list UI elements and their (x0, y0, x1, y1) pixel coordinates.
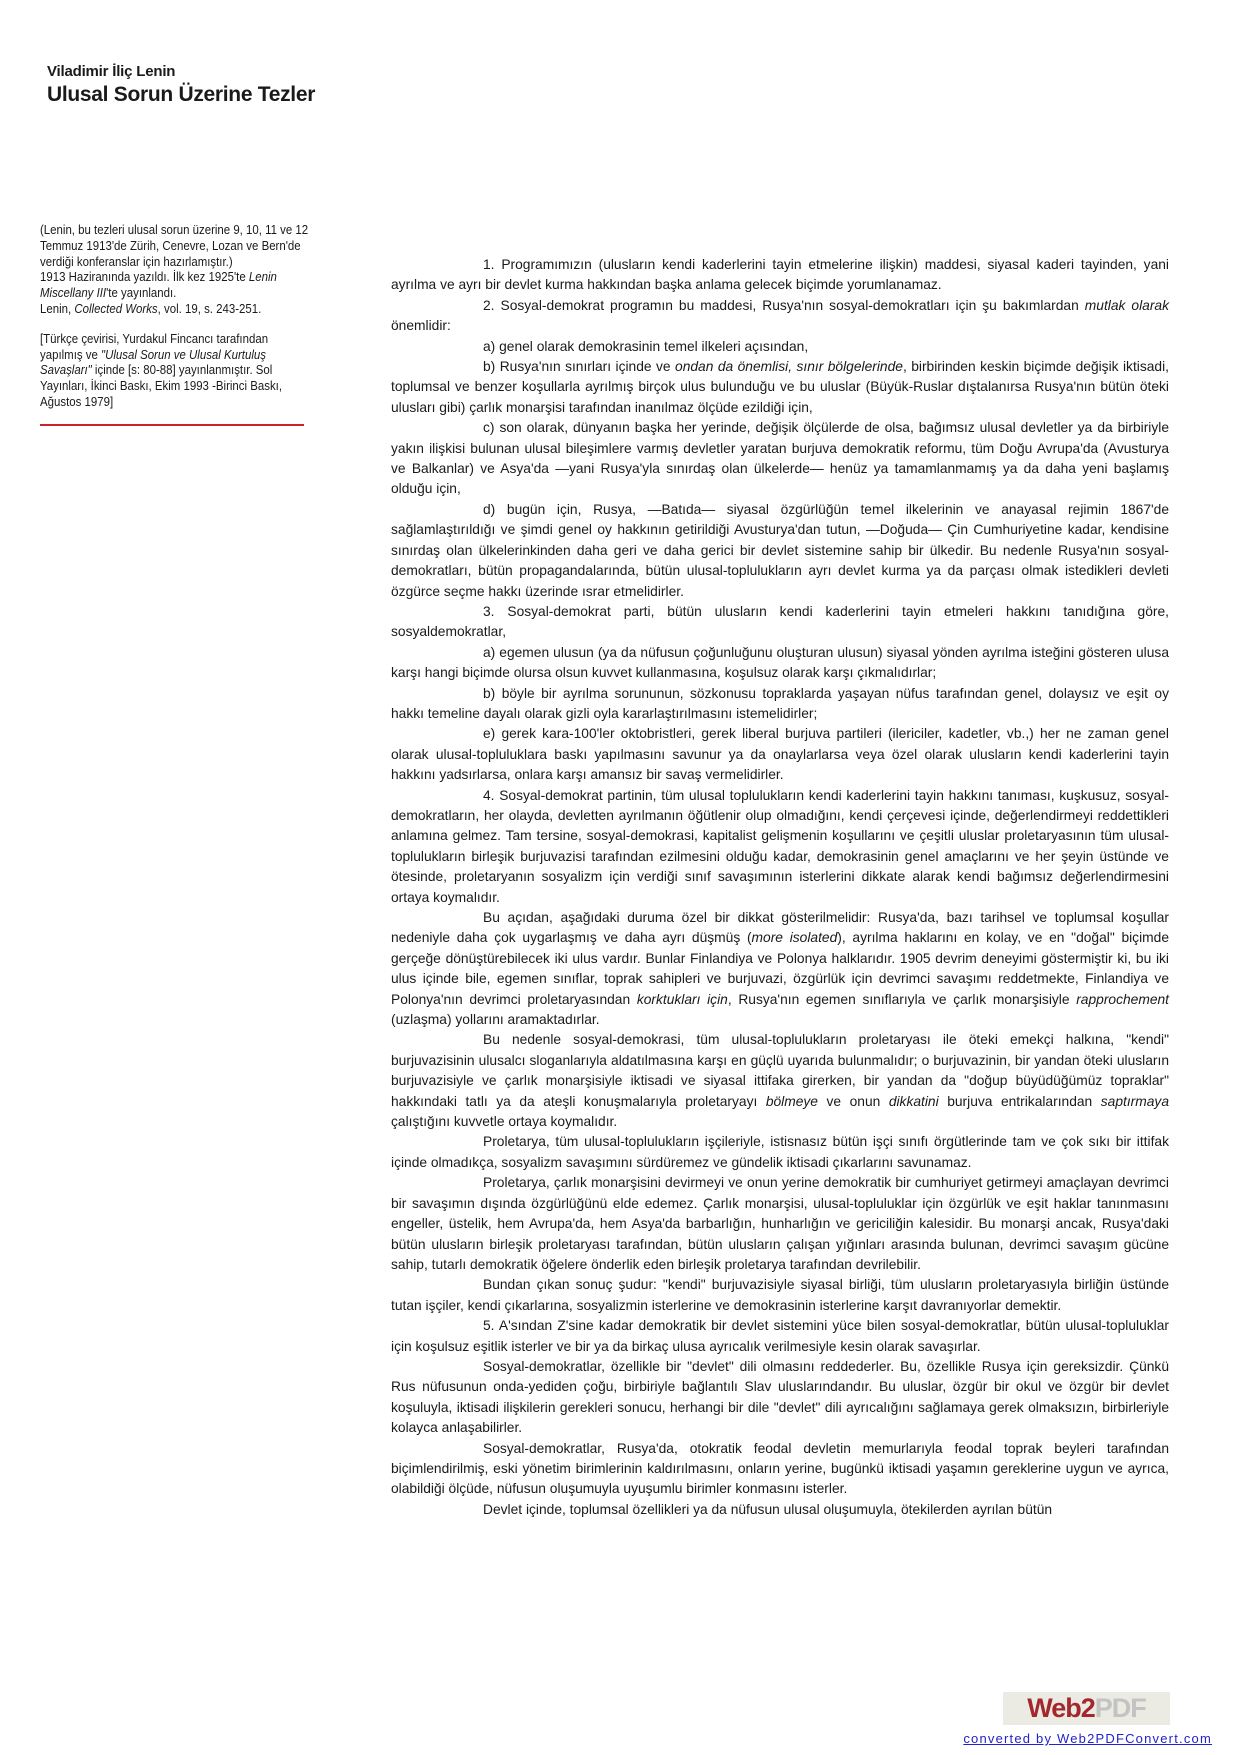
web2pdf-logo[interactable] (1003, 1692, 1170, 1725)
body-paragraph: 3. Sosyal-demokrat parti, bütün ulusların kendi kaderlerini tayin etmeleri hakkını tanıdığına göre, sosyaldemokratlar, (391, 603, 1169, 640)
bibliographic-sidebar (40, 222, 308, 426)
body-paragraph: Devlet içinde, toplumsal özellikleri ya da nüfusun ulusal oluşumuyla, ötekilerden ayrılan bütün (483, 1501, 1053, 1517)
body-paragraph: b) böyle bir ayrılma sorununun, sözkonusu topraklarda yaşayan nüfus tarafından genel, dolaysız ve eşit oy hakkı temeline dayalı olarak gizli oyla kararlaştırılmasını istemelidirler; (391, 685, 1169, 721)
body-paragraph: c) son olarak, dünyanın başka her yerinde, değişik ölçülerde de olsa, bağımsız ulusal devletler ya da birbiriyle yakın ilişkisi bulunan ulusal bileşimlere varmış devletler yaratan burjuva demokratik reformu, tüm Doğu Avrupa'da (Avusturya ve Balkanlar) ve Asya'da —yani Rusya'yla sınırdaş olan ülkelerde— henüz ya tamamlanmamış ya da daha yeni başlamış olduğu için, (391, 420, 1169, 497)
document-header (47, 63, 315, 107)
web2pdf-logo-web2-text: Web2 (1027, 1693, 1095, 1723)
body-paragraph: a) genel olarak demokrasinin temel ilkeleri açısından, (483, 338, 809, 354)
publication-note: (Lenin, bu tezleri ulusal sorun üzerine 9, 10, 11 ve 12 Temmuz 1913'de Zürih, Cenevre, Lozan ve Bern'de verdiği konferanslar için hazırlamıştır.) 1913 Haziranında yazıldı. İlk kez 1925'te Lenin Miscellany III'te yayınlandı. Lenin, Collected Works, vol. 19, s. 243-251. (40, 222, 309, 316)
body-paragraph: Proletarya, çarlık monarşisini devirmeyi ve onun yerine demokratik bir cumhuriyet getirmeyi amaçlayan devrimci bir savaşımın dışında özgürlüğünü elde edemez. Çarlık monarşisi, ulusal-topluluklar için özgürlük ve eşit haklar tanınmasını engeller, üstelik, hem Avrupa'da, hem Asya'da barbarlığın, hunharlığın ve gericiliğin kalesidir. Bu monarşi ancak, Rusya'daki bütün ulusların birleşik proletaryası tarafından, bütün ulusların çalışan yığınları arasında bulunan, devrimci savaşım gücüne sahip, tutarlı demokratik öğelere önderlik eden birleşik proletarya tarafından devrilebilir. (391, 1175, 1169, 1272)
body-paragraph: 4. Sosyal-demokrat partinin, tüm ulusal toplulukların kendi kaderlerini tayin hakkını tanıması, kuşkusuz, sosyal-demokratların, her olayda, devletten ayrılmanın öğütlenir olup olmadığını, kendi çerçevesi içinde, değerlendirmeyi reddettikleri anlamına gelmez. Tam tersine, sosyal-demokrasi, kapitalist gelişmenin koşullarını ve çeşitli uluslar proletaryasının tüm ulusal-toplulukların birleşik burjuvazisi tarafından ezilmesini olduğu kadar, demokrasinin genel amaçlarını ve her şeyin üstünde ve ötesinde, proletaryanın sosyalizm için verdiği sınıf savaşımının isterlerini dikkate alarak kendi bağımsız değerlendirmesini ortaya koymalıdır. (391, 787, 1169, 905)
body-paragraph: b) Rusya'nın sınırları içinde ve ondan da önemlisi, sınır bölgelerinde, birbirinden keskin biçimde değişik iktisadi, toplumsal ve benzer koşullarla ayrılmış birçok ulus bulunduğu ve bu uluslar (Büyük-Ruslar dıştalanırsa Rusya'nın bütün öteki ulusları gibi) çarlık monarşisi tarafından inanılmaz ölçüde ezildiği için, (391, 359, 1169, 415)
body-paragraph: 2. Sosyal-demokrat programın bu maddesi, Rusya'nın sosyal-demokratları için şu bakımlardan mutlak olarak önemlidir: (391, 297, 1169, 334)
body-paragraph: d) bugün için, Rusya, —Batıda— siyasal özgürlüğün temel ilkelerinin ve anayasal rejimin 1867'de sağlamlaştırıldığı ve şimdi genel oy hakkının getirildiği Avusturya'dan tutun, —Doğuda— Çin Cumhuriyetine kadar, kendisine sınırdaş olan ülkelerinkinden daha geri ve daha gerici bir devlet sistemine sahip bir ülkedir. Bu nedenle Rusya'nın sosyal-demokratları, bütün propagandalarında, bütün ulusal-toplulukların ayrı devlet kurma ya da parçası olmak istedikleri devleti özgürce seçme hakkı üzerinde ısrar etmelidirler. (391, 501, 1169, 599)
body-paragraph: Sosyal-demokratlar, Rusya'da, otokratik feodal devletin memurlarıyla feodal toprak beyleri tarafından biçimlendirilmiş, eski yönetim birimlerinin kaldırılmasını, onların yerine, bugünkü iktisadi yaşamın gereklerine uygun ve ayrıca, olabildiği ölçüde, nüfusun oluşumuyla uyuşumlu birimler konmasını isterler. (391, 1440, 1169, 1497)
body-paragraph: 5. A'sından Z'sine kadar demokratik bir devlet sistemini yüce bilen sosyal-demokratlar, bütün ulusal-topluluklar için koşulsuz eşitlik isterler ve bir ya da birkaç ulusa ayrıcalık verilmesiyle kesin olarak savaşırlar. (391, 1318, 1169, 1354)
document-author: Viladimir İliç Lenin (47, 63, 176, 80)
document-body (391, 255, 1169, 1520)
body-paragraph: 1. Programımızın (ulusların kendi kaderlerini tayin etmelerine ilişkin) maddesi, siyasal kaderi tayinden, yani ayrılma ve ayrı bir devlet kurma hakkından başka anlama gelecek biçimde yorumlanamaz. (391, 257, 1169, 293)
body-paragraph: Sosyal-demokratlar, özellikle bir "devlet" dili olmasını reddederler. Bu, özellikle Rusya için gereksizdir. Çünkü Rus nüfusunun onda-yediden çoğu, birbiriyle bağlantılı Slav uluslarındandır. Bu uluslar, özgür bir okul ve özgür bir devlet koşuluyla, iktisadi ilişkilerin gerekleri sonucu, herhangi bir dile "devlet" dili ayrıcalığını sağlamaya gerek olmaksızın, birbirleriyle kolayca anlaşabilirler. (391, 1358, 1169, 1436)
web2pdf-logo-pdf-text: PDF (1094, 1693, 1146, 1723)
body-paragraph: Bundan çıkan sonuç şudur: "kendi" burjuvazisiyle siyasal birliği, tüm ulusların proletaryasıyla birliğin üstünde tutan işçiler, kendi çıkarlarına, sosyalizmin isterlerine ve demokrasinin isterlerine karşıt davranıyorlar demektir. (391, 1277, 1169, 1313)
body-paragraph: Bu nedenle sosyal-demokrasi, tüm ulusal-toplulukların proletaryası ile öteki emekçi halkına, "kendi" burjuvazisinin ulusalcı sloganlarıyla aldatılmasına karşı en güçlü uyarıda bulunmalıdır; o burjuvazinin, bir yandan öteki ulusların burjuvazisiyle ve çarlık monarşisiyle iktisadi ve siyasal ittifaka girerken, bir yandan da "doğup büyüdüğümüz topraklar" hakkındaki tatlı ya da ateşli konuşmalarıyla proletaryayı bölmeye ve onun dikkatini burjuva entrikalarından saptırmaya çalıştığını kuvvetle ortaya koymalıdır. (391, 1032, 1169, 1130)
body-paragraph: e) gerek kara-100'ler oktobristleri, gerek liberal burjuva partileri (ilericiler, kadetler, vb.,) her ne zaman genel olarak ulusal-topluluklara baskı yapılmasını savunur ya da onaylarlarsa veya özel olarak ulusların kendi kaderlerini tayin hakkını yadsırlarsa, onlara karşı amansız bir savaş vermelidirler. (391, 726, 1169, 783)
translation-note: [Türkçe çevirisi, Yurdakul Fincancı tarafından yapılmış ve "Ulusal Sorun ve Ulusal Kurtuluş Savaşları" içinde [s: 80-88] yayınlanmıştır. Sol Yayınları, İkinci Baskı, Ekim 1993 -Birinci Baskı, Ağustos 1979] (40, 330, 283, 409)
body-paragraph: Bu açıdan, aşağıdaki duruma özel bir dikkat gösterilmelidir: Rusya'da, bazı tarihsel ve toplumsal koşullar nedeniyle daha çok uygarlaşmış ve daha ayrı düşmüş (more isolated), ayrılma haklarını en kolay, ve en "doğal" biçimde gerçeğe dönüştürebilecek iki ulus vardır. Bunlar Finlandiya ve Polonya halklarıdır. 1905 devrim deneyimi göstermiştir ki, bu iki ulus içinde bile, egemen sınıflar, toprak sahipleri ve burjuvazi, özgürlük için devrimci savaşımı reddetmekte, Finlandiya ve Polonya'nın devrimci proletaryasından korktukları için, Rusya'nın egemen sınıflarıyla ve çarlık monarşisiyle rapprochement (uzlaşma) yollarını aramaktadırlar. (391, 910, 1170, 1028)
body-paragraph: a) egemen ulusun (ya da nüfusun çoğunluğunu oluşturan ulusun) siyasal yönden ayrılma isteğini gösteren ulusa karşı hangi biçimde olursa olsun kuvvet kullanmasına, koşulsuz olarak karşı çıkmalıdırlar; (391, 644, 1169, 681)
web2pdf-converter-link[interactable]: converted by Web2PDFConvert.com (963, 1731, 1212, 1746)
page-title: Ulusal Sorun Üzerine Tezler (47, 83, 316, 106)
red-divider-line (40, 424, 304, 426)
body-paragraph: Proletarya, tüm ulusal-toplulukların işçileriyle, istisnasız bütün işçi sınıfı örgütlerinde tam ve çok sıkı bir ittifak içinde olmadıkça, sosyalizm savaşımını sürdüremez ve gündelik iktisadi çıkarlarını savunamaz. (391, 1134, 1169, 1170)
